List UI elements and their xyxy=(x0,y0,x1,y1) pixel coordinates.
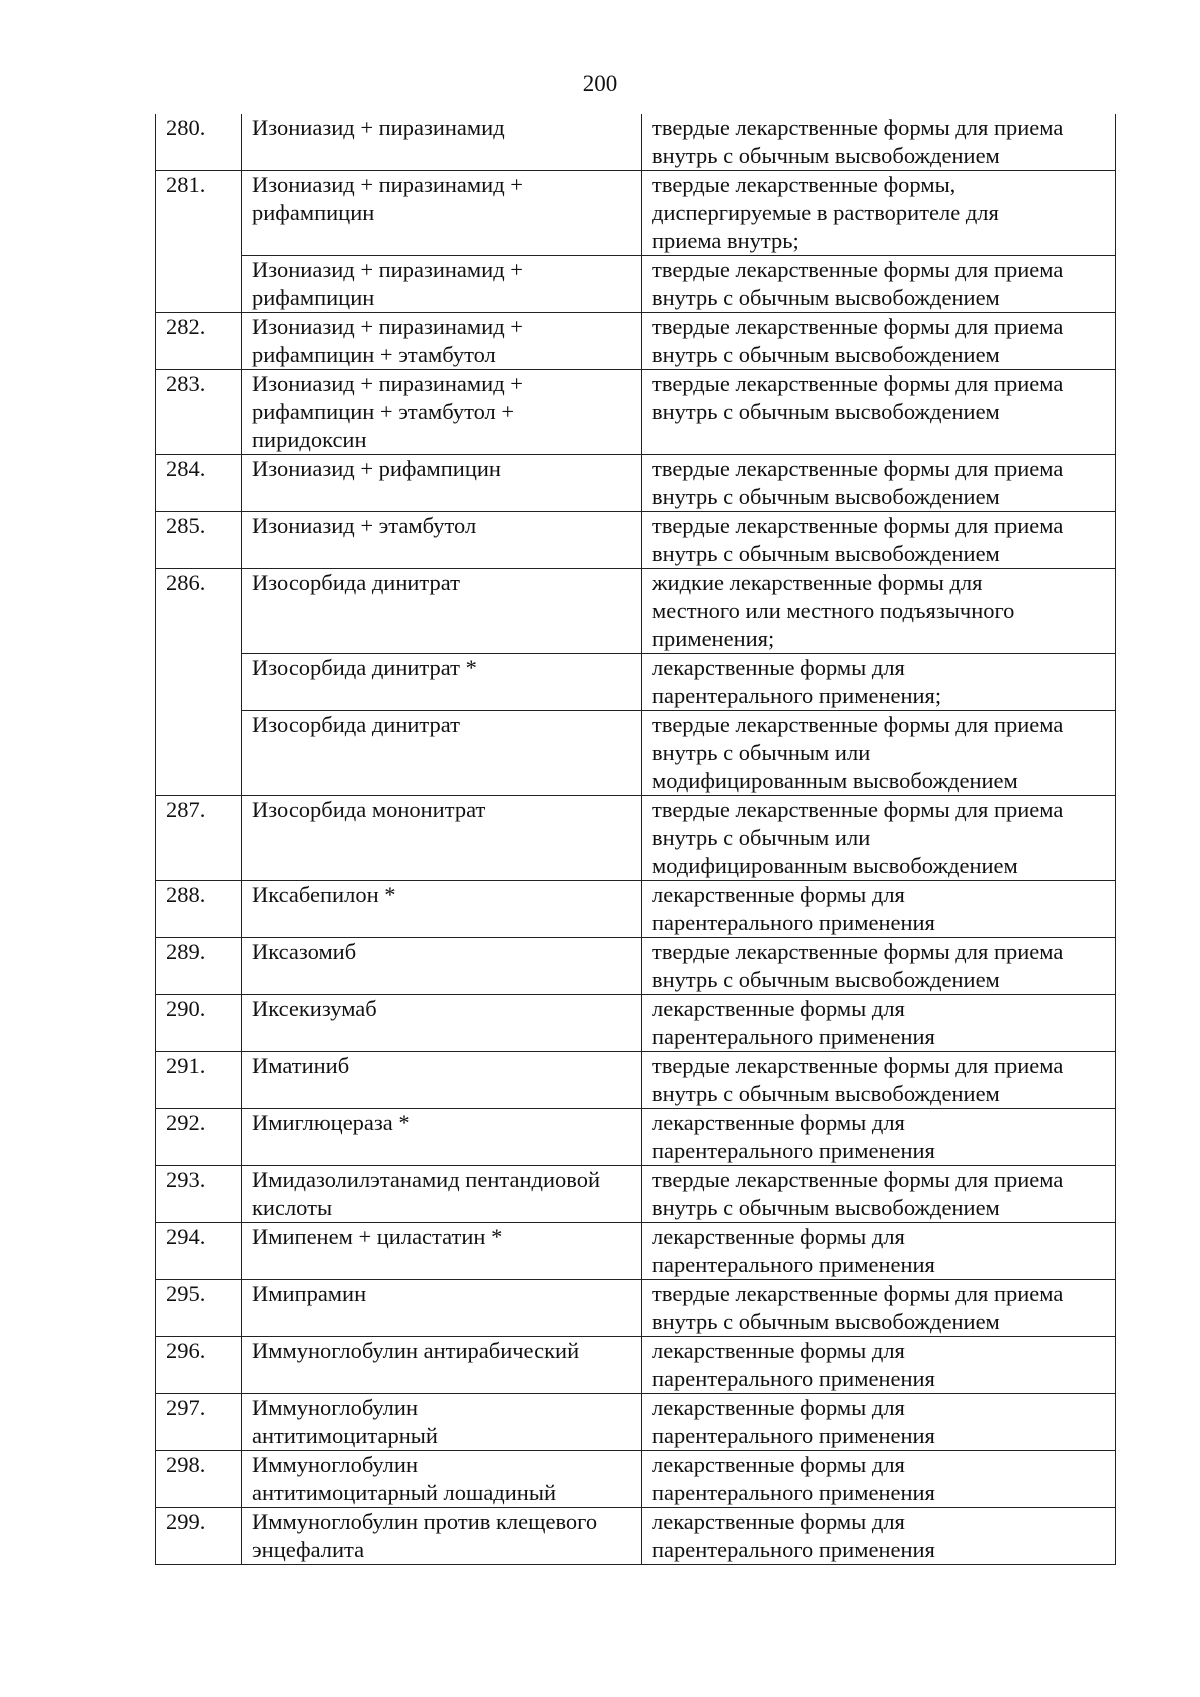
dosage-form-line: твердые лекарственные формы для приема xyxy=(652,314,1064,339)
drug-name-line xyxy=(252,1251,633,1279)
row-number: 295. xyxy=(166,1281,206,1306)
drug-name-line: Имиглюцераза * xyxy=(252,1110,410,1135)
page-number: 200 xyxy=(582,71,618,96)
dosage-form-line: парентерального применения xyxy=(652,1252,935,1277)
dosage-form-cell xyxy=(642,654,1116,711)
table-row xyxy=(156,512,1116,569)
table-row xyxy=(156,1394,1116,1451)
table-row xyxy=(156,1451,1116,1508)
table-row xyxy=(156,370,1116,455)
row-number: 293. xyxy=(166,1167,206,1192)
row-number: 294. xyxy=(166,1224,206,1249)
row-number-cell xyxy=(156,1280,242,1337)
table-row xyxy=(156,455,1116,512)
dosage-form-line: внутрь с обычным или xyxy=(652,825,871,850)
drug-table xyxy=(155,114,1116,1565)
dosage-form-cell xyxy=(642,938,1116,995)
row-number: 285. xyxy=(166,513,206,538)
drug-name-line: Иммуноглобулин антирабический xyxy=(252,1338,580,1363)
drug-name-line: Изониазид + рифампицин xyxy=(252,456,501,481)
drug-name-line: Изониазид + пиразинамид + xyxy=(252,172,523,197)
drug-name-cell xyxy=(242,1109,642,1166)
dosage-form-line: парентерального применения xyxy=(652,1366,935,1391)
dosage-form-cell xyxy=(642,1280,1116,1337)
row-number: 288. xyxy=(166,882,206,907)
dosage-form-cell xyxy=(642,512,1116,569)
drug-name-line xyxy=(252,1365,633,1393)
table-row xyxy=(156,1052,1116,1109)
drug-name-line: пиридоксин xyxy=(252,427,367,452)
row-number: 280. xyxy=(166,115,206,140)
dosage-form-line: лекарственные формы для xyxy=(652,655,905,680)
row-number: 290. xyxy=(166,996,206,1021)
dosage-form-line xyxy=(652,426,1107,454)
dosage-form-line: твердые лекарственные формы для приема xyxy=(652,513,1064,538)
row-number-cell xyxy=(156,512,242,569)
drug-name-line: рифампицин xyxy=(252,285,375,310)
dosage-form-line: твердые лекарственные формы для приема xyxy=(652,712,1064,737)
row-number-cell xyxy=(156,455,242,512)
dosage-form-line: твердые лекарственные формы для приема xyxy=(652,797,1064,822)
drug-name-line xyxy=(252,767,633,795)
dosage-form-cell xyxy=(642,1109,1116,1166)
dosage-form-line: парентерального применения xyxy=(652,1138,935,1163)
table-row xyxy=(156,711,1116,796)
dosage-form-line: внутрь с обычным высвобождением xyxy=(652,342,1000,367)
drug-name-line: Иммуноглобулин против клещевого xyxy=(252,1509,598,1534)
dosage-form-cell xyxy=(642,1451,1116,1508)
dosage-form-line: внутрь с обычным высвобождением xyxy=(652,967,1000,992)
row-number-cell xyxy=(156,1394,242,1451)
row-number: 283. xyxy=(166,371,206,396)
drug-name-line: рифампицин + этамбутол xyxy=(252,342,496,367)
drug-name-cell xyxy=(242,1223,642,1280)
drug-name-line xyxy=(252,824,633,852)
dosage-form-line: модифицированным высвобождением xyxy=(652,853,1018,878)
drug-name-line: Имипрамин xyxy=(252,1281,367,1306)
dosage-form-line: твердые лекарственные формы для приема xyxy=(652,1053,1064,1078)
table-row xyxy=(156,1280,1116,1337)
drug-name-line xyxy=(252,909,633,937)
drug-name-line xyxy=(252,966,633,994)
dosage-form-line: диспергируемые в растворителе для xyxy=(652,200,999,225)
dosage-form-line: лекарственные формы для xyxy=(652,1224,905,1249)
dosage-form-cell xyxy=(642,1223,1116,1280)
drug-name-cell xyxy=(242,711,642,796)
drug-name-line: Изониазид + пиразинамид + xyxy=(252,314,523,339)
row-number-cell xyxy=(156,1109,242,1166)
row-number-cell xyxy=(156,370,242,455)
drug-name-line xyxy=(252,739,633,767)
dosage-form-line: лекарственные формы для xyxy=(652,996,905,1021)
dosage-form-cell xyxy=(642,313,1116,370)
row-number-cell xyxy=(156,938,242,995)
drug-name-line: Иксабепилон * xyxy=(252,882,396,907)
drug-name-line xyxy=(252,597,633,625)
drug-name-cell xyxy=(242,995,642,1052)
table-row xyxy=(156,1508,1116,1565)
table-row xyxy=(156,1223,1116,1280)
dosage-form-cell xyxy=(642,114,1116,171)
row-number-cell xyxy=(156,569,242,796)
drug-name-line xyxy=(252,1023,633,1051)
drug-name-line xyxy=(252,227,633,255)
row-number-cell xyxy=(156,1166,242,1223)
dosage-form-line: внутрь с обычным высвобождением xyxy=(652,484,1000,509)
drug-name-cell xyxy=(242,938,642,995)
drug-name-cell xyxy=(242,313,642,370)
dosage-form-line: внутрь с обычным высвобождением xyxy=(652,541,1000,566)
drug-name-line: Иксазомиб xyxy=(252,939,357,964)
dosage-form-cell xyxy=(642,1166,1116,1223)
dosage-form-cell xyxy=(642,256,1116,313)
table-row xyxy=(156,1166,1116,1223)
row-number: 287. xyxy=(166,797,206,822)
dosage-form-cell xyxy=(642,1337,1116,1394)
drug-name-line xyxy=(252,1308,633,1336)
drug-name-cell xyxy=(242,1394,642,1451)
dosage-form-cell xyxy=(642,370,1116,455)
drug-name-line xyxy=(252,142,633,170)
drug-name-line: рифампицин xyxy=(252,200,375,225)
drug-name-cell xyxy=(242,1166,642,1223)
drug-name-cell xyxy=(242,881,642,938)
table-row xyxy=(156,881,1116,938)
drug-name-cell xyxy=(242,114,642,171)
dosage-form-cell xyxy=(642,171,1116,256)
dosage-form-line: внутрь с обычным высвобождением xyxy=(652,1081,1000,1106)
drug-name-line xyxy=(252,483,633,511)
drug-name-line xyxy=(252,625,633,653)
dosage-form-line: применения; xyxy=(652,626,775,651)
row-number: 289. xyxy=(166,939,206,964)
table-row xyxy=(156,995,1116,1052)
drug-name-line: Имидазолилэтанамид пентандиовой xyxy=(252,1167,601,1192)
dosage-form-line: твердые лекарственные формы для приема xyxy=(652,257,1064,282)
row-number-cell xyxy=(156,1451,242,1508)
drug-name-cell xyxy=(242,1508,642,1565)
row-number-cell xyxy=(156,114,242,171)
row-number-cell xyxy=(156,1337,242,1394)
table-row xyxy=(156,1109,1116,1166)
dosage-form-line: парентерального применения xyxy=(652,1480,935,1505)
row-number: 299. xyxy=(166,1509,206,1534)
dosage-form-line: парентерального применения xyxy=(652,1423,935,1448)
row-number-cell xyxy=(156,995,242,1052)
table-row xyxy=(156,114,1116,171)
drug-name-line: антитимоцитарный xyxy=(252,1423,438,1448)
drug-name-line: Изосорбида динитрат * xyxy=(252,655,477,680)
drug-name-line: энцефалита xyxy=(252,1537,365,1562)
row-number: 282. xyxy=(166,314,206,339)
table-row xyxy=(156,171,1116,256)
drug-name-line: Изосорбида динитрат xyxy=(252,712,461,737)
dosage-form-cell xyxy=(642,1508,1116,1565)
row-number: 296. xyxy=(166,1338,206,1363)
drug-name-line xyxy=(252,682,633,710)
row-number-cell xyxy=(156,1052,242,1109)
dosage-form-line: внутрь с обычным высвобождением xyxy=(652,1195,1000,1220)
dosage-form-line: твердые лекарственные формы для приема xyxy=(652,1281,1064,1306)
drug-name-line xyxy=(252,852,633,880)
drug-name-line xyxy=(252,1137,633,1165)
dosage-form-line: парентерального применения xyxy=(652,1024,935,1049)
row-number-cell xyxy=(156,171,242,313)
dosage-form-line: лекарственные формы для xyxy=(652,1110,905,1135)
dosage-form-line: парентерального применения; xyxy=(652,683,942,708)
row-number: 292. xyxy=(166,1110,206,1135)
drug-table-body xyxy=(156,114,1116,1565)
table-row xyxy=(156,1337,1116,1394)
dosage-form-line: внутрь с обычным или xyxy=(652,740,871,765)
drug-name-line: Изониазид + этамбутол xyxy=(252,513,477,538)
drug-name-line xyxy=(252,540,633,568)
dosage-form-line: твердые лекарственные формы для приема xyxy=(652,371,1064,396)
dosage-form-line: твердые лекарственные формы для приема xyxy=(652,939,1064,964)
drug-name-line: Иммуноглобулин xyxy=(252,1452,418,1477)
dosage-form-cell xyxy=(642,455,1116,512)
dosage-form-cell xyxy=(642,569,1116,654)
row-number: 284. xyxy=(166,456,206,481)
dosage-form-line: лекарственные формы для xyxy=(652,1452,905,1477)
drug-name-cell xyxy=(242,796,642,881)
dosage-form-line: твердые лекарственные формы для приема xyxy=(652,115,1064,140)
dosage-form-line: внутрь с обычным высвобождением xyxy=(652,1309,1000,1334)
dosage-form-line: жидкие лекарственные формы для xyxy=(652,570,983,595)
drug-name-cell xyxy=(242,171,642,256)
drug-name-line: Иксекизумаб xyxy=(252,996,377,1021)
dosage-form-line: лекарственные формы для xyxy=(652,1338,905,1363)
dosage-form-line: твердые лекарственные формы, xyxy=(652,172,956,197)
dosage-form-cell xyxy=(642,995,1116,1052)
row-number-cell xyxy=(156,1223,242,1280)
drug-name-cell xyxy=(242,654,642,711)
dosage-form-cell xyxy=(642,881,1116,938)
drug-name-cell xyxy=(242,1280,642,1337)
drug-name-line: Изониазид + пиразинамид xyxy=(252,115,505,140)
dosage-form-line: твердые лекарственные формы для приема xyxy=(652,456,1064,481)
dosage-form-line: внутрь с обычным высвобождением xyxy=(652,285,1000,310)
row-number-cell xyxy=(156,313,242,370)
drug-name-line: Изониазид + пиразинамид + xyxy=(252,371,523,396)
drug-name-line: Изосорбида динитрат xyxy=(252,570,461,595)
dosage-form-line: парентерального применения xyxy=(652,910,935,935)
drug-name-line xyxy=(252,1080,633,1108)
drug-name-line: антитимоцитарный лошадиный xyxy=(252,1480,556,1505)
drug-name-cell xyxy=(242,256,642,313)
drug-name-cell xyxy=(242,1451,642,1508)
drug-name-cell xyxy=(242,1052,642,1109)
row-number-cell xyxy=(156,796,242,881)
dosage-form-line: внутрь с обычным высвобождением xyxy=(652,399,1000,424)
row-number: 286. xyxy=(166,570,206,595)
dosage-form-cell xyxy=(642,796,1116,881)
row-number-cell xyxy=(156,881,242,938)
dosage-form-line: лекарственные формы для xyxy=(652,1395,905,1420)
dosage-form-cell xyxy=(642,1394,1116,1451)
dosage-form-line: лекарственные формы для xyxy=(652,882,905,907)
dosage-form-cell xyxy=(642,1052,1116,1109)
dosage-form-line: парентерального применения xyxy=(652,1537,935,1562)
row-number: 281. xyxy=(166,172,206,197)
table-row xyxy=(156,796,1116,881)
drug-name-line: Иммуноглобулин xyxy=(252,1395,418,1420)
row-number-cell xyxy=(156,1508,242,1565)
drug-name-line: кислоты xyxy=(252,1195,333,1220)
dosage-form-cell xyxy=(642,711,1116,796)
dosage-form-line: приема внутрь; xyxy=(652,228,799,253)
dosage-form-line: лекарственные формы для xyxy=(652,1509,905,1534)
table-row xyxy=(156,654,1116,711)
drug-name-line: Имипенем + циластатин * xyxy=(252,1224,503,1249)
drug-name-cell xyxy=(242,1337,642,1394)
drug-name-line: Изосорбида мононитрат xyxy=(252,797,486,822)
drug-name-cell xyxy=(242,370,642,455)
drug-name-line: Иматиниб xyxy=(252,1053,350,1078)
dosage-form-line: твердые лекарственные формы для приема xyxy=(652,1167,1064,1192)
drug-name-line: рифампицин + этамбутол + xyxy=(252,399,515,424)
row-number: 291. xyxy=(166,1053,206,1078)
row-number: 297. xyxy=(166,1395,206,1420)
drug-name-cell xyxy=(242,455,642,512)
table-row xyxy=(156,256,1116,313)
table-row xyxy=(156,938,1116,995)
row-number: 298. xyxy=(166,1452,206,1477)
dosage-form-line: внутрь с обычным высвобождением xyxy=(652,143,1000,168)
table-row xyxy=(156,313,1116,370)
dosage-form-line: местного или местного подъязычного xyxy=(652,598,1015,623)
drug-name-cell xyxy=(242,512,642,569)
dosage-form-line: модифицированным высвобождением xyxy=(652,768,1018,793)
table-row xyxy=(156,569,1116,654)
drug-name-line: Изониазид + пиразинамид + xyxy=(252,257,523,282)
drug-name-cell xyxy=(242,569,642,654)
